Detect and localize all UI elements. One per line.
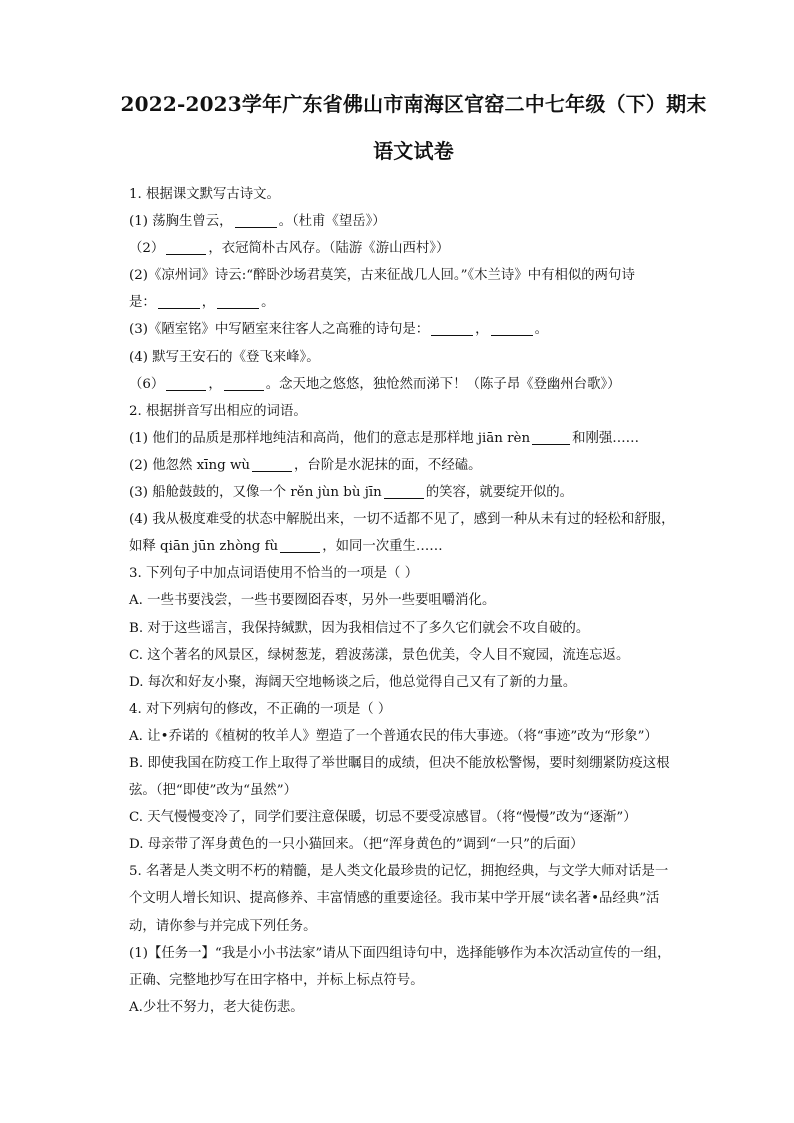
answer-blank[interactable] (166, 240, 206, 255)
q2-item-1 (129, 425, 698, 452)
q3-option-d[interactable]: D. 每次和好友小聚，海阔天空地畅谈之后，他总觉得自己又有了新的力量。 (129, 674, 577, 690)
q1-item-3-line1: (2)《凉州词》诗云:“醉卧沙场君莫笑，古来征战几人回。”《木兰诗》中有相似的两句诗 (129, 268, 635, 284)
q5-stem-line2: 个文明人增长知识、提高修养、丰富情感的重要途径。我市某中学开展“读名著•品经典”活 (129, 891, 660, 907)
q1-item-3-text-c: 。 (261, 295, 275, 311)
exam-title-line2: 语文试卷 (373, 139, 454, 163)
q4-option-a[interactable]: A. 让•乔诺的《植树的牧羊人》塑造了一个普通农民的伟大事迹。（将“事迹”改为“形象”） (129, 728, 658, 744)
q2-item-4-text-b: ，如同一次重生…… (322, 539, 443, 555)
answer-blank[interactable] (252, 457, 292, 472)
answer-blank[interactable] (491, 321, 533, 336)
q1-item-2-text-b: ，衣冠简朴古风存。（陆游《游山西村》） (208, 241, 450, 257)
q1-item-4-text-b: ， (475, 322, 489, 338)
q3-stem: 3. 下列句子中加点词语使用不恰当的一项是（ ） (129, 566, 419, 582)
q2-item-4-line2 (129, 533, 698, 560)
q2-item-1-text-a: (1) 他们的品质是那样地纯洁和高尚，他们的意志是那样地 jiān rèn (129, 430, 531, 446)
q1-item-3-text-a: 是： (129, 295, 156, 311)
q5-task1-option-a[interactable]: A.少壮不努力，老大徒伤悲。 (129, 999, 304, 1015)
q5-stem-line3: 动，请你参与并完成下列任务。 (129, 918, 317, 934)
answer-blank[interactable] (280, 538, 320, 553)
q2-item-2-text-b: ，台阶是水泥抹的面，不经磕。 (294, 457, 482, 473)
q1-item-4 (129, 316, 698, 343)
q4-option-b-line1[interactable]: B. 即使我国在防疫工作上取得了举世瞩目的成绩，但决不能放松警惕，要时刻绷紧防疫这根 (129, 755, 670, 771)
q4-option-b-line2[interactable]: 弦。（把“即使”改为“虽然”） (129, 783, 297, 799)
answer-blank[interactable] (224, 376, 264, 391)
q1-item-6-text-b: ， (208, 376, 222, 392)
q2-item-4-line1: (4) 我从极度难受的状态中解脱出来，一切不适都不见了，感到一种从未有过的轻松和舒服， (129, 512, 675, 528)
q2-item-4-text-a: 如释 qiān jūn zhòng fù (129, 539, 279, 555)
q2-item-3-text-a: (3) 船舱鼓鼓的，又像一个 rěn jùn bù jīn (129, 485, 382, 501)
q3-option-c[interactable]: C. 这个著名的风景区，绿树葱茏，碧波荡漾，景色优美，令人目不窥园，流连忘返。 (129, 647, 630, 663)
q1-item-3-line2 (129, 289, 698, 316)
exam-title-line1: 2022-2023学年广东省佛山市南海区官窑二中七年级（下）期末 (120, 92, 707, 116)
q2-item-3-text-b: 的笑容，就要绽开似的。 (425, 485, 574, 501)
q1-item-5: (4) 默写王安石的《登飞来峰》。 (129, 349, 320, 365)
q1-item-1 (129, 208, 698, 235)
q1-item-6-text-a: （6） (129, 376, 165, 392)
q2-item-3 (129, 479, 698, 506)
q1-item-6 (129, 371, 698, 398)
q2-item-2-text-a: (2) 他忽然 xīng wù (129, 457, 251, 473)
q4-option-d[interactable]: D. 母亲带了浑身黄色的一只小猫回来。（把“浑身黄色的”调到“一只”的后面） (129, 837, 584, 853)
q1-item-2-text-a: （2） (129, 241, 165, 257)
q2-item-2 (129, 452, 698, 479)
answer-blank[interactable] (431, 321, 473, 336)
q4-stem: 4. 对下列病句的修改，不正确的一项是（ ） (129, 701, 392, 717)
exam-content (129, 181, 698, 1021)
q5-task1-line2: 正确、完整地抄写在田字格中，并标上标点符号。 (129, 972, 424, 988)
q1-item-1-text-a: (1) 荡胸生曾云， (129, 214, 233, 230)
answer-blank[interactable] (532, 430, 570, 445)
q4-option-c[interactable]: C. 天气慢慢变冷了，同学们要注意保暖，切忌不要受凉感冒。（将“慢慢”改为“逐渐”） (129, 810, 637, 826)
q5-task1-line1: (1)【任务一】“我是小小书法家”请从下面四组诗句中，选择能够作为本次活动宣传的一组， (129, 945, 671, 961)
q2-item-1-text-b: 和刚强…… (572, 430, 640, 446)
q2-stem: 2. 根据拼音写出相应的词语。 (129, 403, 307, 419)
q1-item-6-text-c: 。念天地之悠悠，独怆然而涕下！（陈子昂《登幽州台歌》） (265, 376, 621, 392)
q1-item-4-text-c: 。 (534, 322, 548, 338)
q1-item-3-text-b: ， (201, 295, 216, 311)
answer-blank[interactable] (158, 294, 200, 309)
q1-item-4-text-a: (3)《陋室铭》中写陋室来往客人之高雅的诗句是： (129, 322, 430, 338)
q1-item-1-text-b: 。（杜甫《望岳》） (278, 214, 386, 230)
answer-blank[interactable] (217, 294, 259, 309)
answer-blank[interactable] (235, 213, 277, 228)
q1-stem: 1. 根据课文默写古诗文。 (129, 187, 280, 202)
q1-item-2 (129, 235, 698, 262)
q3-option-a[interactable]: A. 一些书要浅尝，一些书要囫囵吞枣，另外一些要咀嚼消化。 (129, 593, 496, 609)
q3-option-b[interactable]: B. 对于这些谣言，我保持缄默，因为我相信过不了多久它们就会不攻自破的。 (129, 620, 590, 636)
answer-blank[interactable] (166, 376, 206, 391)
answer-blank[interactable] (384, 484, 424, 499)
q5-stem-line1: 5. 名著是人类文明不朽的精髓，是人类文化最珍贵的记忆，拥抱经典，与文学大师对话是一 (129, 864, 669, 880)
